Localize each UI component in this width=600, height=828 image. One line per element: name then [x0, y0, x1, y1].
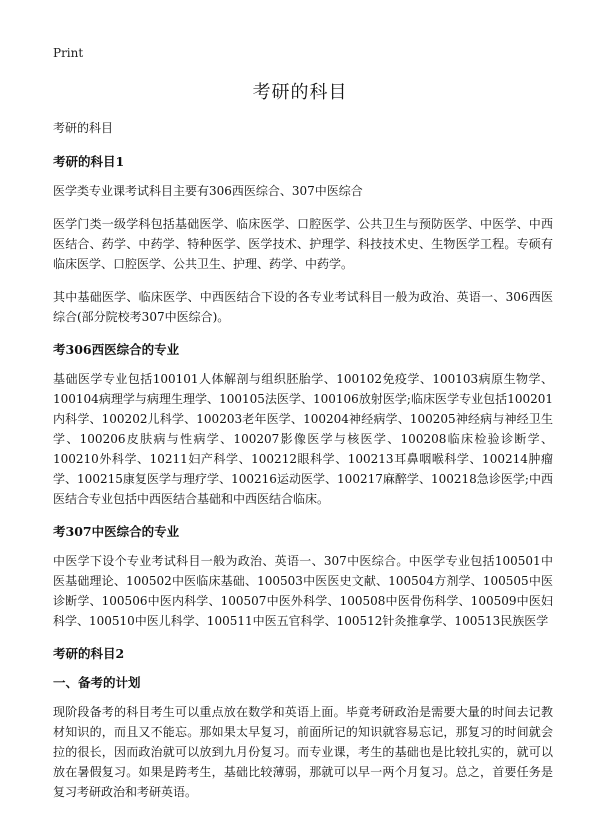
paragraph: 医学门类一级学科包括基础医学、临床医学、口腔医学、公共卫生与预防医学、中医学、中西医结合、药学、中药学、特种医学、医学技术、护理学、科技技术史、生物医学工程。专硕有临床医学、口腔医学、公共卫生、护理、药学、中药学。 — [53, 217, 553, 271]
document-subtitle: 考研的科目 — [53, 121, 114, 135]
section-heading-study-plan: 一、备考的计划 — [53, 675, 141, 690]
section-heading-307-chinese-medicine: 考307中医综合的专业 — [53, 524, 180, 539]
page-title: 考研的科目 — [252, 82, 348, 103]
paragraph: 现阶段备考的科目考生可以重点放在数学和英语上面。毕竟考研政治是需要大量的时间去记教材知识的，而且又不能忘。那如果太早复习，前面所记的知识就容易忘记，那复习的时间就会拉的很长，因而政治就可以放到九月份复习。而专业课，考生的基础也是比较扎实的，就可以放在暑假复习。如果是跨考生，基础比较薄弱，那就可以早一两个月复习。总之，首要任务是复习考研政治和考研英语。 — [53, 705, 553, 799]
print-link[interactable]: Print — [53, 46, 84, 60]
paragraph: 医学类专业课考试科目主要有306西医综合、307中医综合 — [53, 184, 363, 198]
paragraph: 基础医学专业包括100101人体解剖与组织胚胎学、100102免疫学、100103病原生物学、100104病理学与病理生理学、100105法医学、100106放射医学;临床医学专业包括100201内科学、100202儿科学、100203老年医学、100204神经病学、100205神经病与神经卫生学、100206皮肤病与性病学、100207影像医学与核医学、100208临床检验诊断学、100210外科学、10211妇产科学、100212眼科学、100213耳鼻咽喉科学、100214肿瘤学、100215康复医学与理疗学、100216运动医学、100217麻醉学、100218急诊医学;中西医结合专业包括中西医结合基础和中西医结合临床。 — [53, 372, 553, 506]
paragraph: 中医学下设个专业考试科目一般为政治、英语一、307中医综合。中医学专业包括100501中医基础理论、100502中医临床基础、100503中医医史文献、100504方剂学、100505中医诊断学、100506中医内科学、100507中医外科学、100508中医骨伤科学、100509中医妇科学、100510中医儿科学、100511中医五官科学、100512针灸推拿学、100513民族医学 — [53, 554, 553, 628]
section-heading-subjects-2: 考研的科目2 — [53, 646, 125, 661]
section-heading-306-western-medicine: 考306西医综合的专业 — [53, 342, 180, 357]
paragraph: 其中基础医学、临床医学、中西医结合下设的各专业考试科目一般为政治、英语一、306西医综合(部分院校考307中医综合)。 — [53, 290, 553, 324]
document-body — [53, 118, 553, 815]
section-heading-subjects-1: 考研的科目1 — [53, 154, 125, 169]
